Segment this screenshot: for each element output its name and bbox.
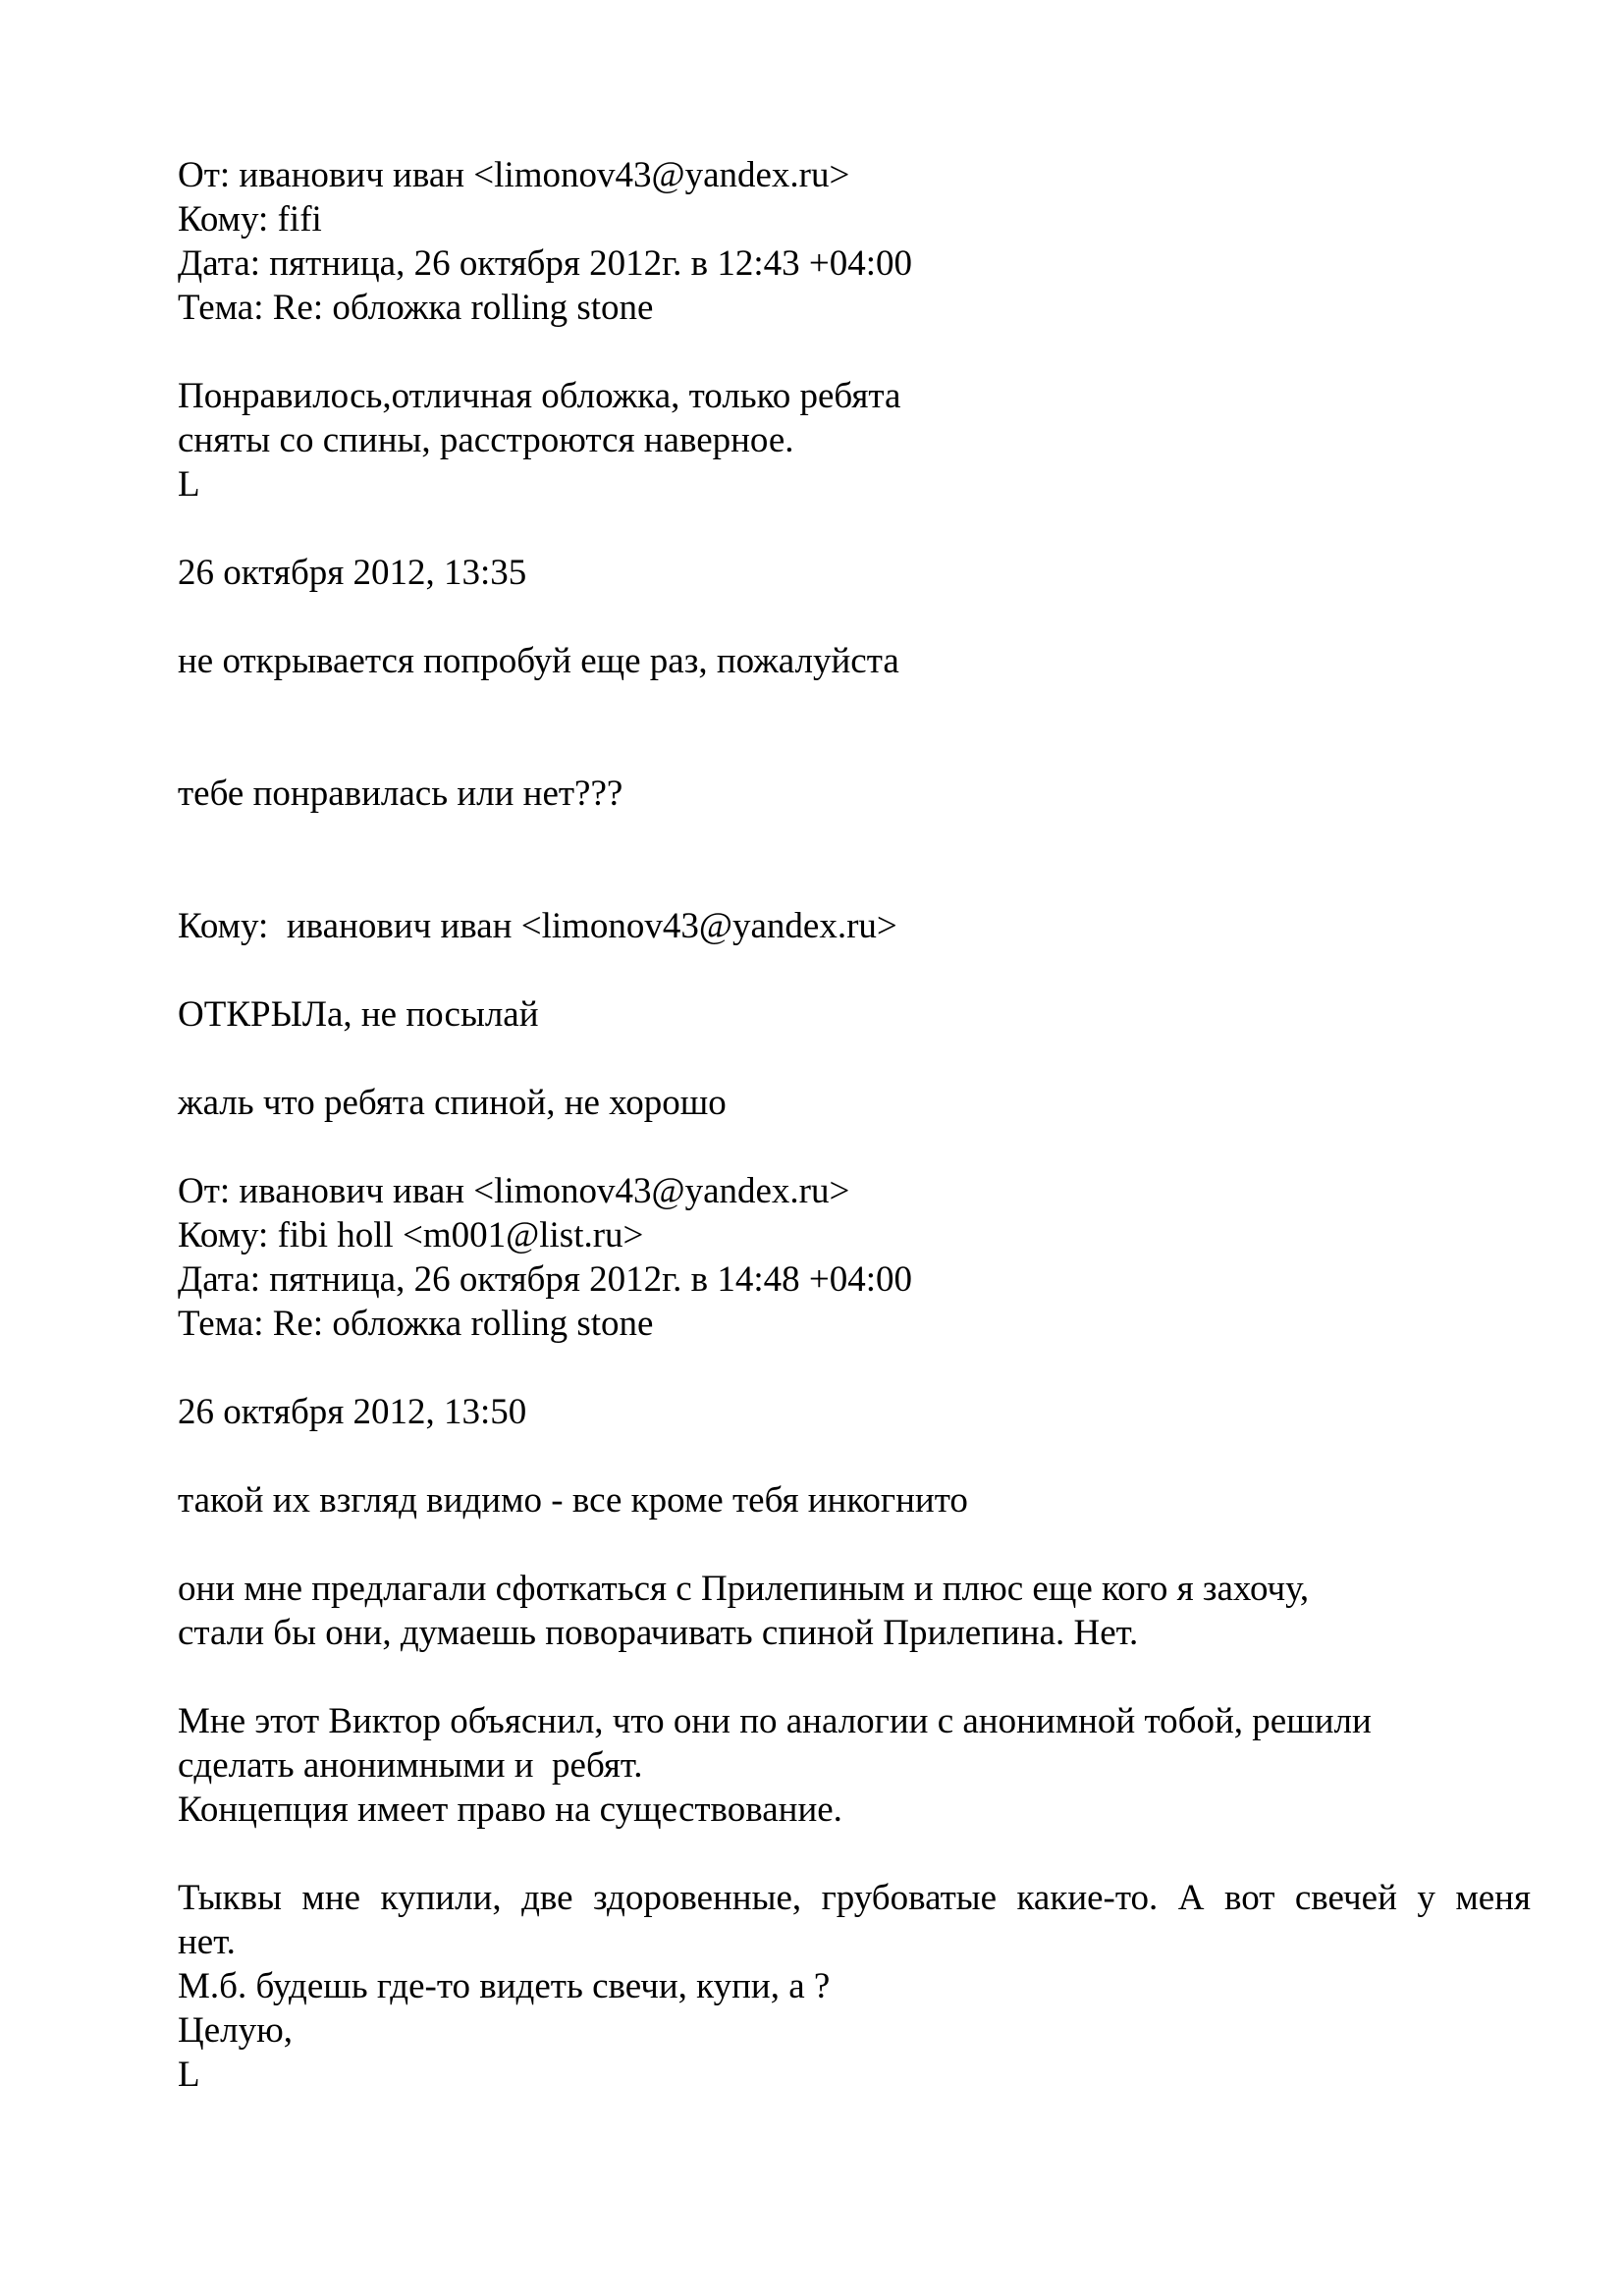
reply1-text-1: не открывается попробуй еще раз, пожалуйста [178,641,899,681]
email2-para1: такой их взгляд видимо - все кроме тебя инкогнито [178,1480,968,1521]
email2-para2-line2: стали бы они, думаешь поворачивать спиной Прилепина. Нет. [178,1613,1139,1653]
email2-para3-line2: сделать анонимными и ребят. [178,1745,643,1786]
email2-signature: L [178,2055,200,2095]
reply2-to: Кому: иванович иван <limonov43@yandex.ru> [178,906,897,946]
reply1-timestamp: 26 октября 2012, 13:35 [178,553,527,593]
email2-para3-line3: Концепция имеет право на существование. [178,1789,842,1830]
email2-para4-line3: М.б. будешь где-то видеть свечи, купи, а ? [178,1966,831,2006]
email2-subject: Тема: Re: обложка rolling stone [178,1304,654,1344]
email1-body-line-2: сняты со спины, расстроются наверное. [178,420,794,460]
email2-from: От: иванович иван <limonov43@yandex.ru> [178,1171,850,1211]
reply1-text-2: тебе понравилась или нет??? [178,774,623,814]
email2-to: Кому: fibi holl <m001@list.ru> [178,1215,644,1255]
email1-date: Дата: пятница, 26 октября 2012г. в 12:43 +04:00 [178,243,913,284]
email2-timestamp: 26 октября 2012, 13:50 [178,1392,527,1432]
email2-closing: Целую, [178,2010,293,2051]
email1-signature: L [178,464,200,505]
email2-para4-line2: нет. [178,1922,236,1962]
email1-body-line-1: Понравилось,отличная обложка, только ребята [178,376,901,416]
email1-subject: Тема: Re: обложка rolling stone [178,288,654,328]
email2-para2-line1: они мне предлагали сфоткаться с Прилепиным и плюс еще кого я захочу, [178,1569,1310,1609]
email2-para3-line1: Мне этот Виктор объяснил, что они по аналогии с анонимной тобой, решили [178,1701,1372,1741]
email1-to: Кому: fifi [178,199,322,240]
email2-date: Дата: пятница, 26 октября 2012г. в 14:48 +04:00 [178,1259,913,1300]
email2-para4-line1: Тыквы мне купили, две здоровенные, грубоватые какие-то. А вот свечей у меня [178,1878,1531,1918]
reply2-text-1: ОТКРЫЛа, не посылай [178,994,539,1035]
reply2-text-2: жаль что ребята спиной, не хорошо [178,1083,727,1123]
email1-from: От: иванович иван <limonov43@yandex.ru> [178,155,850,195]
